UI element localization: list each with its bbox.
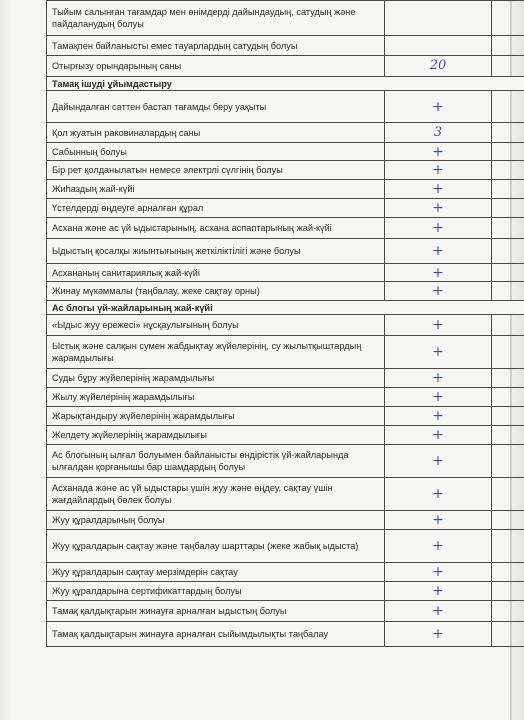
checklist-row bbox=[47, 445, 524, 478]
requirement-text: Дайындалған сәттен бастап тағамды беру уақыты bbox=[47, 91, 385, 123]
mark-cell bbox=[385, 161, 492, 180]
requirement-text: Жуу құралдарына сертификаттардың болуы bbox=[47, 582, 385, 601]
remark-cell bbox=[492, 407, 524, 426]
checklist-row bbox=[47, 264, 524, 282]
checklist-row bbox=[47, 601, 524, 622]
remark-cell bbox=[492, 180, 524, 199]
remark-cell bbox=[492, 478, 524, 511]
mark-cell bbox=[385, 282, 492, 301]
handwritten-mark: + bbox=[432, 427, 444, 443]
handwritten-mark: + bbox=[432, 389, 444, 405]
checklist-row bbox=[47, 407, 524, 426]
handwritten-mark: + bbox=[432, 181, 444, 197]
mark-cell bbox=[385, 264, 492, 282]
requirement-text: Ыдыстың қосалқы жиынтығының жеткіліктілігі және болуы bbox=[47, 239, 385, 264]
remark-cell bbox=[492, 622, 524, 647]
handwritten-mark: + bbox=[432, 143, 444, 160]
mark-cell bbox=[385, 1, 492, 36]
mark-cell bbox=[385, 445, 492, 478]
handwritten-mark: + bbox=[432, 220, 444, 236]
remark-cell bbox=[492, 143, 524, 161]
handwritten-mark: + bbox=[432, 626, 444, 642]
mark-cell bbox=[385, 180, 492, 199]
requirement-text: Жарықтандыру жүйелерінің жарамдылығы bbox=[47, 407, 385, 426]
remark-cell bbox=[492, 445, 524, 478]
checklist-row bbox=[47, 582, 524, 601]
mark-cell bbox=[385, 218, 492, 239]
remark-cell bbox=[492, 56, 524, 77]
requirement-text: Жинау мүкәммалы (таңбалау, жеке сақтау орны) bbox=[47, 282, 385, 301]
requirement-text: Асханада және ас үй ыдыстары үшін жуу және өңдеу, сақтау үшін жағдайлардың бөлек болуы bbox=[47, 478, 385, 511]
section-header bbox=[47, 77, 524, 91]
checklist-row bbox=[47, 426, 524, 445]
checklist-table bbox=[46, 0, 524, 647]
handwritten-mark: + bbox=[432, 200, 444, 216]
handwritten-mark: + bbox=[432, 98, 444, 115]
checklist-row bbox=[47, 143, 524, 161]
requirement-text: Ыстық және салқын сумен жабдықтау жүйелерінің, су жылытқыштардың жарамдылығы bbox=[47, 336, 385, 369]
handwritten-mark: + bbox=[432, 538, 444, 554]
handwritten-mark: 3 bbox=[433, 124, 443, 140]
remark-cell bbox=[492, 161, 524, 180]
handwritten-mark: + bbox=[432, 344, 444, 360]
requirement-text: Асхананың санитариялық жай-күйі bbox=[47, 264, 385, 282]
handwritten-mark: + bbox=[432, 162, 444, 178]
checklist-row bbox=[47, 478, 524, 511]
remark-cell bbox=[492, 336, 524, 369]
mark-cell bbox=[385, 143, 492, 161]
mark-cell bbox=[385, 239, 492, 264]
checklist-row bbox=[47, 622, 524, 647]
requirement-text: Тамақ қалдықтарын жинауға арналған ыдыстың болуы bbox=[47, 601, 385, 622]
remark-cell bbox=[492, 601, 524, 622]
mark-cell bbox=[385, 56, 492, 77]
checklist-row bbox=[47, 161, 524, 180]
handwritten-mark: 20 bbox=[429, 58, 447, 73]
remark-cell bbox=[492, 239, 524, 264]
remark-cell bbox=[492, 218, 524, 239]
requirement-text: Тамақ қалдықтарын жинауға арналған сыйымдылықты таңбалау bbox=[47, 622, 385, 647]
checklist-row bbox=[47, 511, 524, 530]
requirement-text: Бір рет қолданылатын немесе электрлі сүлгінің болуы bbox=[47, 161, 385, 180]
handwritten-mark: + bbox=[432, 408, 444, 424]
remark-cell bbox=[492, 582, 524, 601]
checklist-row bbox=[47, 336, 524, 369]
handwritten-mark: + bbox=[432, 512, 444, 528]
requirement-text: Желдету жүйелерінің жарамдылығы bbox=[47, 426, 385, 445]
checklist-row bbox=[47, 282, 524, 301]
requirement-text: Үстелдерді өңдеуге арналған құрал bbox=[47, 199, 385, 218]
checklist-row bbox=[47, 123, 524, 143]
mark-cell bbox=[385, 426, 492, 445]
remark-cell bbox=[492, 282, 524, 301]
requirement-text: Отырғызу орындарының саны bbox=[47, 56, 385, 77]
mark-cell bbox=[385, 407, 492, 426]
checklist-row bbox=[47, 56, 524, 77]
requirement-text: Жуу құралдарын сақтау мерзімдерін сақтау bbox=[47, 563, 385, 582]
checklist-row bbox=[47, 315, 524, 336]
requirement-text: Жуу құралдарын сақтау және таңбалау шарттары (жеке жабық ыдыста) bbox=[47, 530, 385, 563]
handwritten-mark: + bbox=[432, 243, 444, 259]
checklist-row bbox=[47, 563, 524, 582]
mark-cell bbox=[385, 369, 492, 388]
remark-cell bbox=[492, 199, 524, 218]
handwritten-mark: + bbox=[432, 264, 444, 281]
checklist-row bbox=[47, 530, 524, 563]
remark-cell bbox=[492, 1, 524, 36]
requirement-text: Тамақпен байланысты емес тауарлардың сатудың болуы bbox=[47, 36, 385, 56]
mark-cell bbox=[385, 622, 492, 647]
remark-cell bbox=[492, 530, 524, 563]
remark-cell bbox=[492, 36, 524, 56]
remark-cell bbox=[492, 315, 524, 336]
section-header bbox=[47, 301, 524, 315]
handwritten-mark: + bbox=[432, 283, 444, 299]
checklist-row bbox=[47, 91, 524, 123]
checklist-row bbox=[47, 180, 524, 199]
mark-cell bbox=[385, 336, 492, 369]
requirement-text: Жиһаздың жай-күйі bbox=[47, 180, 385, 199]
checklist-row bbox=[47, 1, 524, 36]
handwritten-mark: + bbox=[432, 486, 444, 502]
mark-cell bbox=[385, 388, 492, 407]
section-title: Ас блогы үй-жайларының жай-күйі bbox=[47, 301, 524, 315]
checklist-row bbox=[47, 218, 524, 239]
remark-cell bbox=[492, 511, 524, 530]
handwritten-mark: + bbox=[432, 370, 444, 386]
handwritten-mark: + bbox=[432, 603, 444, 619]
section-title: Тамақ ішуді ұйымдастыру bbox=[47, 77, 524, 91]
remark-cell bbox=[492, 426, 524, 445]
mark-cell bbox=[385, 123, 492, 143]
handwritten-mark: + bbox=[432, 317, 444, 333]
requirement-text: Ас блогының ылғал болуымен байланысты өндірістік үй-жайларында ылғалдан қорғанышы бар шамдардың болуы bbox=[47, 445, 385, 478]
mark-cell bbox=[385, 582, 492, 601]
checklist-row bbox=[47, 369, 524, 388]
handwritten-mark: + bbox=[432, 564, 444, 580]
mark-cell bbox=[385, 199, 492, 218]
requirement-text: Жуу құралдарының болуы bbox=[47, 511, 385, 530]
mark-cell bbox=[385, 36, 492, 56]
checklist-row bbox=[47, 199, 524, 218]
mark-cell bbox=[385, 563, 492, 582]
handwritten-mark: + bbox=[432, 453, 444, 469]
mark-cell bbox=[385, 601, 492, 622]
checklist-row bbox=[47, 36, 524, 56]
checklist-row bbox=[47, 388, 524, 407]
requirement-text: «Ыдыс жуу ережесі» нұсқаулығының болуы bbox=[47, 315, 385, 336]
remark-cell bbox=[492, 563, 524, 582]
requirement-text: Асхана және ас үй ыдыстарының, асхана аспаптарының жай-күйі bbox=[47, 218, 385, 239]
checklist-body bbox=[47, 1, 524, 647]
checklist-row bbox=[47, 239, 524, 264]
requirement-text: Сабынның болуы bbox=[47, 143, 385, 161]
remark-cell bbox=[492, 388, 524, 407]
requirement-text: Жылу жүйелерінің жарамдылығы bbox=[47, 388, 385, 407]
remark-cell bbox=[492, 123, 524, 143]
mark-cell bbox=[385, 478, 492, 511]
mark-cell bbox=[385, 315, 492, 336]
remark-cell bbox=[492, 264, 524, 282]
mark-cell bbox=[385, 511, 492, 530]
remark-cell bbox=[492, 91, 524, 123]
remark-cell bbox=[492, 369, 524, 388]
requirement-text: Суды бұру жүйелерінің жарамдылығы bbox=[47, 369, 385, 388]
requirement-text: Қол жуатын раковиналардың саны bbox=[47, 123, 385, 143]
handwritten-mark: + bbox=[432, 583, 444, 599]
requirement-text: Тыйым салынған тағамдар мен өнімдерді дайындаудың, сатудың және пайдаланудың болуы bbox=[47, 1, 385, 36]
mark-cell bbox=[385, 530, 492, 563]
mark-cell bbox=[385, 91, 492, 123]
